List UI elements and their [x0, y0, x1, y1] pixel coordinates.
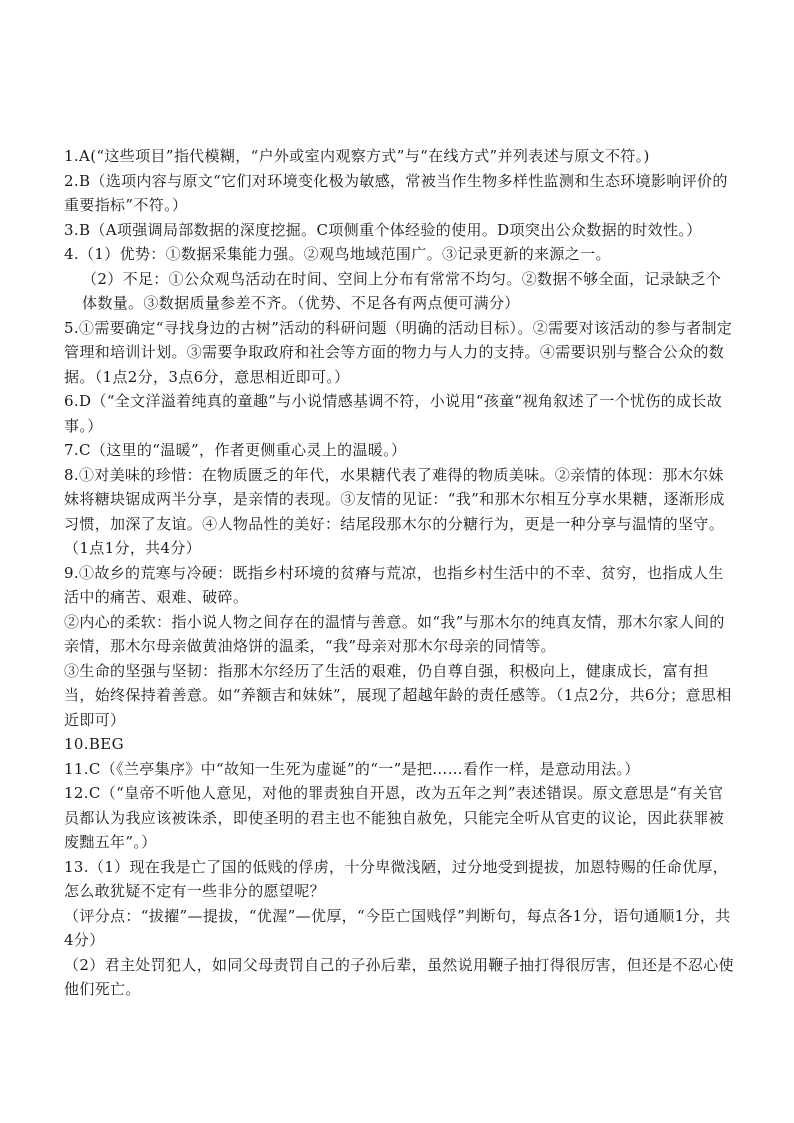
answer-3: 3.B（A项强调局部数据的深度挖掘。C项侧重个体经验的使用。D项突出公众数据的时效性。） [64, 220, 702, 239]
answer-8: 8.①对美味的珍惜：在物质匮乏的年代，水果糖代表了难得的物质美味。②亲情的体现：那木尔妹妹将糖块锯成两半分享，是亲情的表现。③友情的见证：“我”和那木尔相互分享水果糖，逐渐形成习惯，加深了友谊。④人物品性的美好：结尾段那木尔的分糖行为，更是一种分享与温情的坚守。（1点1分，共4分） [64, 465, 725, 557]
answer-13-part-1: 13.（1）现在我是亡了国的低贱的俘虏，十分卑微浅陋，过分地受到提拔，加恩特赐的任命优厚，怎么敢犹疑不定有一些非分的愿望呢？ [64, 857, 729, 900]
answer-11: 11.C（《兰亭集序》中“故知一生死为虚诞”的“一”是把……看作一样，是意动用法。） [64, 759, 640, 778]
answer-13-scoring: （评分点：“拔擢”—提拔，“优渥”—优厚，“今臣亡国贱俘”判断句，每点各1分，语句通顺1分，共4分） [64, 906, 731, 949]
answer-12: 12.C（“皇帝不听他人意见，对他的罪责独自开恩，改为五年之判”表述错误。原文意思是“有关官员都认为我应该被诛杀，即使圣明的君主也不能独自赦免，只能完全听从官吏的议论，因此获罪被废黜五年”。） [64, 784, 725, 851]
answer-6: 6.D（“全文洋溢着纯真的童趣”与小说情感基调不符，小说用“孩童”视角叙述了一个忧伤的成长故事。） [64, 392, 723, 435]
answer-9-point-1: 9.①故乡的荒寒与冷硬：既指乡村环境的贫瘠与荒凉，也指乡村生活中的不幸、贫穷，也指成人生活中的痛苦、艰难、破碎。 [64, 563, 724, 606]
answer-7: 7.C（这里的“温暖”，作者更侧重心灵上的温暖。） [64, 441, 407, 459]
answer-13-part-2: （2）君主处罚犯人，如同父母责罚自己的子孙后辈，虽然说用鞭子抽打得很厉害，但还是不忍心使他们死亡。 [64, 955, 734, 998]
answer-9-point-3: ③生命的坚强与坚韧：指那木尔经历了生活的艰难，仍自尊自强，积极向上，健康成长，富有担当，始终保持着善意。如“养额吉和妹妹”，展现了超越年龄的责任感等。（1点2分，共6分；意思相近即可） [64, 661, 732, 729]
answer-2: 2.B（选项内容与原文“它们对环境变化极为敏感，常被当作生物多样性监测和生态环境影响评价的重要指标”不符。） [64, 171, 728, 214]
answer-1: 1.A(“这些项目”指代模糊，“户外或室内观察方式”与“在线方式”并列表述与原文不符。) [64, 147, 650, 165]
answer-4-disadvantages: （2）不足：①公众观鸟活动在时间、空间上分布有常常不均匀。②数据不够全面，记录缺乏个体数量。③数据质量参差不齐。（优势、不足各有两点便可满分） [82, 269, 722, 312]
answer-9-point-2: ②内心的柔软：指小说人物之间存在的温情与善意。如“我”与那木尔的纯真友情，那木尔家人间的亲情，那木尔母亲做黄油烙饼的温柔，“我”母亲对那木尔母亲的同情等。 [64, 612, 725, 655]
answer-4-advantages: 4.（1）优势：①数据采集能力强。②观鸟地域范围广。③记录更新的来源之一。 [64, 245, 611, 263]
answer-5: 5.①需要确定“寻找身边的古树”活动的科研问题（明确的活动目标）。②需要对该活动的参与者制定管理和培训计划。③需要争取政府和社会等方面的物力与人力的支持。④需要识别与整合公众的数据。（1点2分，3点6分，意思相近即可。） [64, 318, 733, 386]
answer-10: 10.BEG [64, 735, 124, 753]
